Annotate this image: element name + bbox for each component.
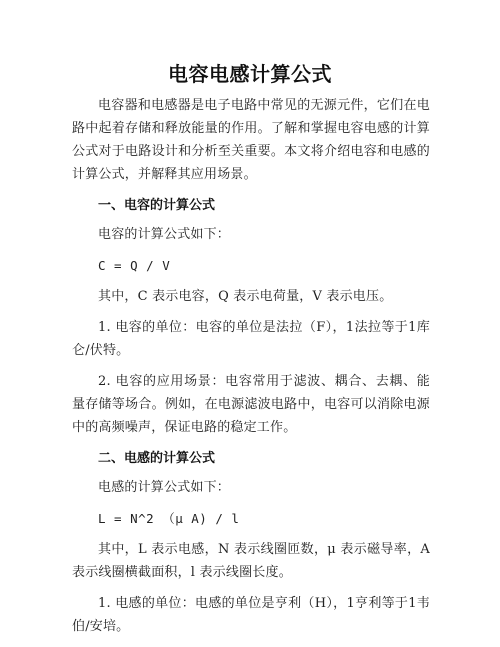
section-heading-inductance: 二、电感的计算公式 xyxy=(98,451,216,466)
intro-paragraph: 电容器和电感器是电子电路中常见的无源元件，它们在电路中起着存储和释放能量的作用。了解和掌握电容电感的计算公式对于电路设计和分析至关重要。本文将介绍电容和电感的计算公式，并解释其应用场景。 xyxy=(72,98,430,182)
capacitance-formula: C = Q / V xyxy=(98,258,171,273)
inductance-explanation: 其中，L 表示电感，N 表示线圈匝数，μ 表示磁导率，A 表示线圈横截面积，l 表示线圈长度。 xyxy=(72,542,430,580)
section-heading-capacitance: 一、电容的计算公式 xyxy=(98,198,216,213)
document-body xyxy=(72,94,430,646)
capacitance-formula-lead: 电容的计算公式如下： xyxy=(98,227,231,242)
inductance-formula: L = N^2 （μ A) / l xyxy=(98,511,240,526)
document-title: 电容电感计算公式 xyxy=(168,62,332,86)
capacitance-explanation: 其中，C 表示电容，Q 表示电荷量，V 表示电压。 xyxy=(98,289,393,304)
capacitance-application-item: 2. 电容的应用场景：电容常用于滤波、耦合、去耦、能量存储等场合。例如，在电源滤波电路中，电容可以消除电源中的高频噪声，保证电路的稳定工作。 xyxy=(72,374,430,435)
inductance-formula-lead: 电感的计算公式如下： xyxy=(98,480,231,495)
capacitance-unit-item: 1. 电容的单位：电容的单位是法拉（F），1法拉等于1库仑/伏特。 xyxy=(72,320,430,358)
inductance-unit-item: 1. 电感的单位：电感的单位是亨利（H），1亨利等于1韦伯/安培。 xyxy=(72,596,430,634)
